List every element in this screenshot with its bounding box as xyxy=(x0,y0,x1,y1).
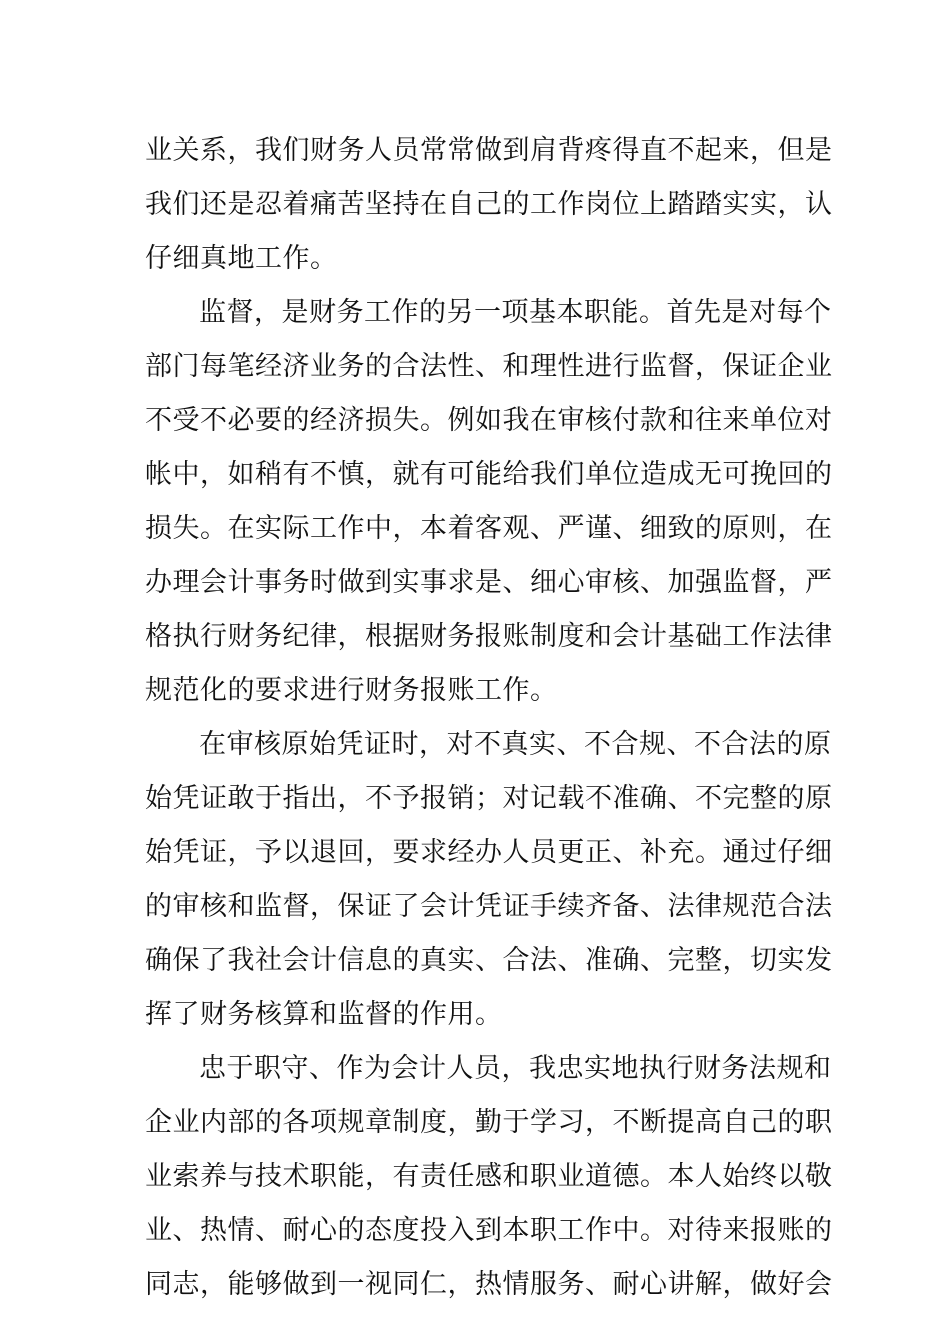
paragraph-first-line: 监督，是财务工作的另一项基本职能。首先是对每个 xyxy=(199,297,832,328)
text-line: 同志，能够做到一视同仁，热情服务、耐心讲解，做好会 xyxy=(145,1269,833,1300)
paragraph-first-line: 忠于职守、作为会计人员，我忠实地执行财务法规和 xyxy=(199,1053,832,1084)
text-line: 始凭证，予以退回，要求经办人员更正、补充。通过仔细 xyxy=(145,837,833,868)
text-line: 不受不必要的经济损失。例如我在审核付款和往来单位对 xyxy=(145,405,833,436)
text-line: 帐中，如稍有不慎，就有可能给我们单位造成无可挽回的 xyxy=(145,459,833,490)
text-line: 的审核和监督，保证了会计凭证手续齐备、法律规范合法 xyxy=(145,891,833,922)
document-body xyxy=(145,124,833,1312)
text-line: 业关系，我们财务人员常常做到肩背疼得直不起来，但是 xyxy=(145,135,833,166)
text-line: 业索养与技术职能，有责任感和职业道德。本人始终以敬 xyxy=(145,1161,833,1192)
text-line: 仔细真地工作。 xyxy=(145,243,338,274)
text-line: 始凭证敢于指出，不予报销；对记载不准确、不完整的原 xyxy=(145,783,833,814)
text-line: 办理会计事务时做到实事求是、细心审核、加强监督，严 xyxy=(145,567,833,598)
text-line: 挥了财务核算和监督的作用。 xyxy=(145,999,503,1030)
paragraph-first-line: 在审核原始凭证时，对不真实、不合规、不合法的原 xyxy=(199,729,832,760)
text-line: 规范化的要求进行财务报账工作。 xyxy=(145,675,558,706)
text-line: 企业内部的各项规章制度，勤于学习，不断提高自己的职 xyxy=(145,1107,833,1138)
text-line: 业、热情、耐心的态度投入到本职工作中。对待来报账的 xyxy=(145,1215,833,1246)
text-line: 损失。在实际工作中，本着客观、严谨、细致的原则，在 xyxy=(145,513,833,544)
text-line: 确保了我社会计信息的真实、合法、准确、完整，切实发 xyxy=(145,945,833,976)
text-line: 部门每笔经济业务的合法性、和理性进行监督，保证企业 xyxy=(145,351,833,382)
text-line: 格执行财务纪律，根据财务报账制度和会计基础工作法律 xyxy=(145,621,833,652)
text-line: 我们还是忍着痛苦坚持在自己的工作岗位上踏踏实实，认 xyxy=(145,189,833,220)
